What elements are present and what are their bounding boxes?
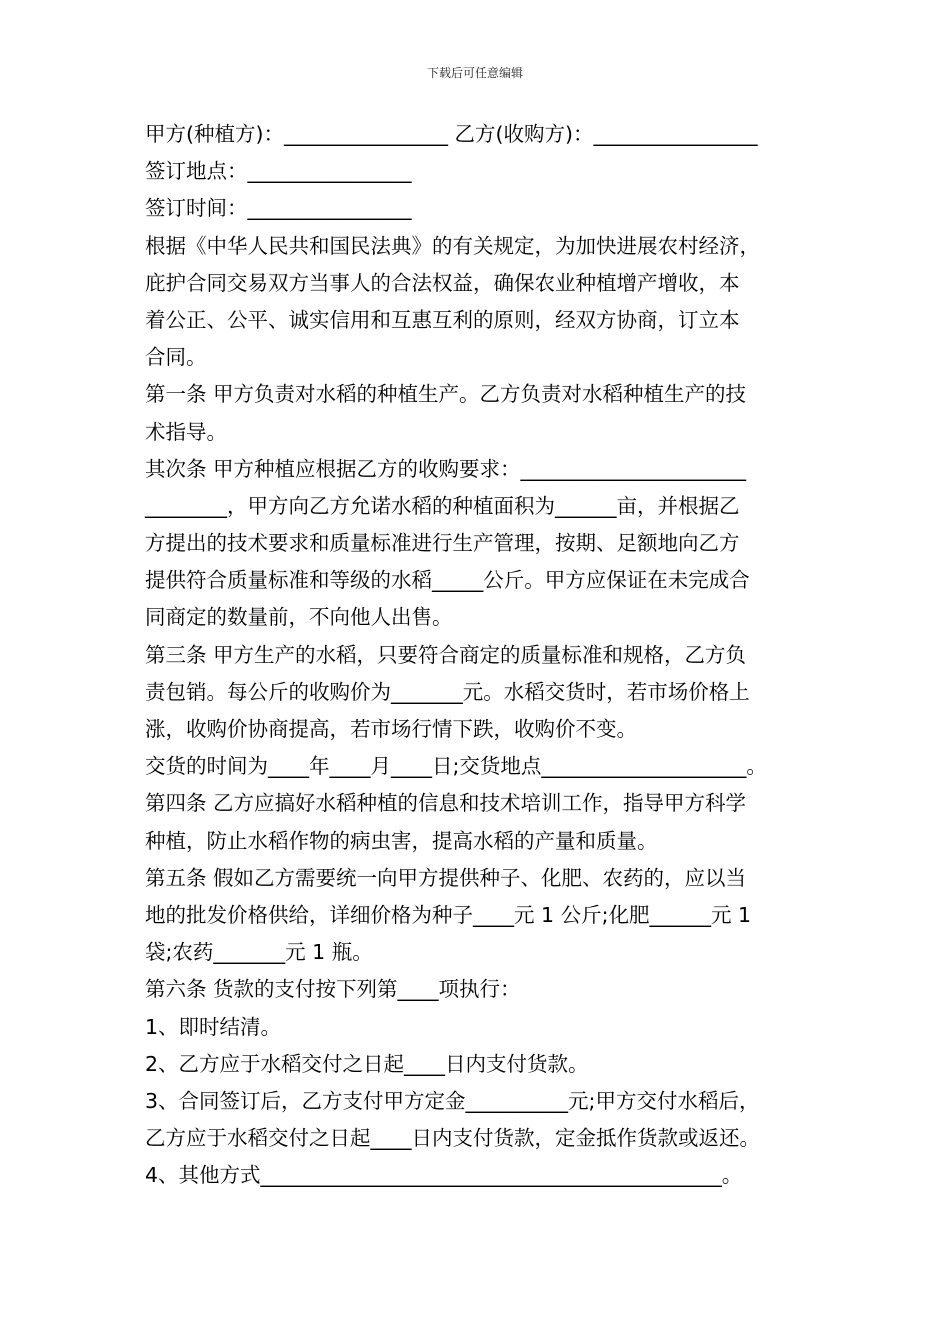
preamble-line: 着公正、公平、诚实信用和互惠互利的原则，经双方协商，订立本	[145, 307, 740, 332]
article-3-line: 第三条 甲方生产的水稻，只要符合商定的质量标准和规格，乙方负	[145, 642, 747, 667]
article-2-line: 其次条 甲方种植应根据乙方的收购要求：______________________	[145, 456, 747, 481]
parties-line: 甲方(种植方)：________________ 乙方(收购方)：________________	[145, 122, 758, 146]
preamble-line: 合同。	[145, 345, 207, 370]
article-3-line: 涨，收购价协商提高，若市场行情下跌，收购价不变。	[145, 717, 637, 741]
article-5-line: 第五条 假如乙方需要统一向甲方提供种子、化肥、农药的，应以当	[145, 865, 747, 890]
article-2-line: ________，甲方向乙方允诺水稻的种植面积为______亩，并根据乙	[145, 493, 740, 518]
payment-option-4: 4、其他方式_____________________________________________。	[145, 1163, 743, 1188]
payment-option-3: 乙方应于水稻交付之日起____日内支付货款，定金抵作货款或返还。	[145, 1126, 760, 1151]
article-5-line: 地的批发价格供给，详细价格为种子____元 1 公斤;化肥______元 1	[145, 902, 752, 927]
preamble-line: 庇护合同交易双方当事人的合法权益，确保农业种植增产增收，本	[145, 270, 740, 295]
contract-body	[145, 116, 813, 1194]
preamble-line: 根据《中华人民共和国民法典》的有关规定，为加快进展农村经济，	[145, 233, 760, 258]
article-4-line: 种植，防止水稻作物的病虫害，提高水稻的产量和质量。	[145, 828, 658, 853]
payment-option-3: 3、合同签订后，乙方支付甲方定金__________元;甲方交付水稻后，	[145, 1088, 760, 1113]
article-2-line: 提供符合质量标准和等级的水稻_____公斤。甲方应保证在未完成合	[145, 568, 750, 593]
page-header: 下载后可任意编辑	[426, 66, 523, 80]
article-2-line: 同商定的数量前，不向他人出售。	[145, 605, 453, 630]
article-1-line: 第一条 甲方负责对水稻的种植生产。乙方负责对水稻种植生产的技	[145, 382, 747, 407]
article-3-line: 责包销。每公斤的收购价为_______元。水稻交货时，若市场价格上	[145, 679, 750, 704]
article-4-line: 第四条 乙方应搞好水稻种植的信息和技术培训工作，指导甲方科学	[145, 791, 747, 816]
signing-time-line: 签订时间：________________	[145, 196, 412, 221]
article-1-line: 术指导。	[145, 419, 227, 444]
article-2-line: 方提出的技术要求和质量标准进行生产管理，按期、足额地向乙方	[145, 531, 740, 556]
article-5-line: 袋;农药_______元 1 瓶。	[145, 940, 373, 965]
payment-option-1: 1、即时结清。	[145, 1014, 282, 1039]
signing-place-line: 签订地点：________________	[145, 159, 412, 184]
delivery-line: 交货的时间为____年____月____日;交货地点____________________。	[145, 754, 767, 779]
article-6-line: 第六条 货款的支付按下列第____项执行：	[145, 977, 521, 1002]
payment-option-2: 2、乙方应于水稻交付之日起____日内支付货款。	[145, 1051, 589, 1076]
